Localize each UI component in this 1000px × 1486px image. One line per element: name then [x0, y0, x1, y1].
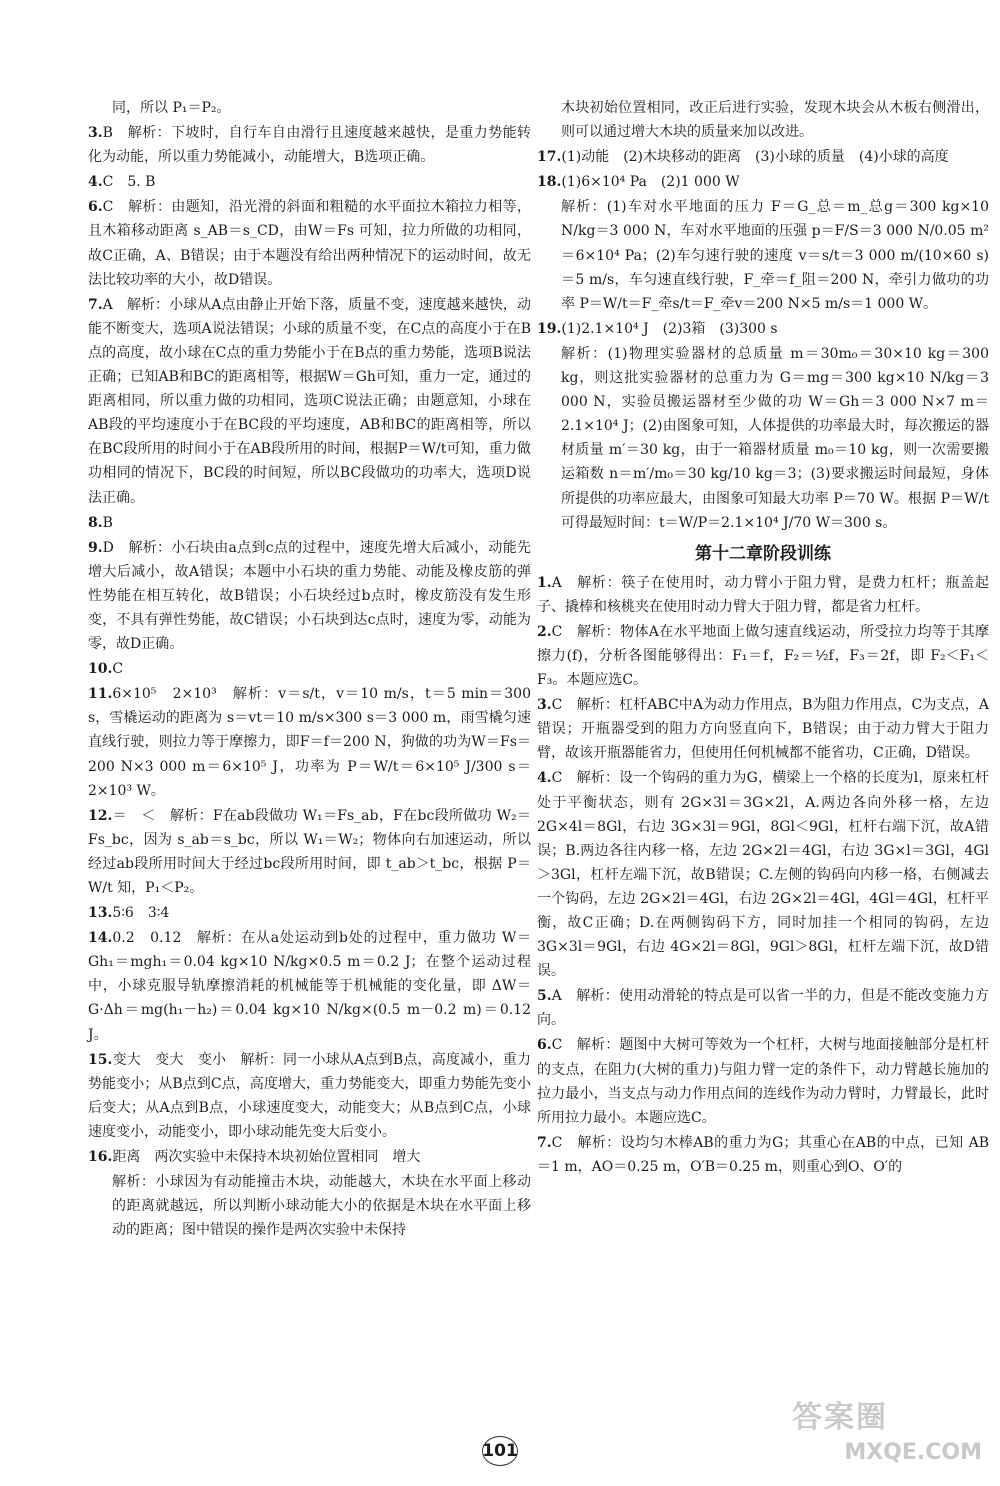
answer-number: 3. [537, 697, 552, 714]
answer-text: 解析：小球因为有动能撞击木块，动能越大，木块在水平面上移动的距离就越远，所以判断小球动能大小的依据是木块在水平面上移动的距离；图中错误的操作是两次实验中未保持 [112, 1174, 531, 1239]
answer-text: (1)动能 (2)木块移动的距离 (3)小球的质量 (4)小球的高度 [561, 149, 949, 166]
section-title: 第十二章阶段训练 [695, 543, 831, 564]
answer-text: B 解析：下坡时，自行车自由滑行且速度越来越快，是重力势能转化为动能，所以重力势能减小，动能增大，B选项正确。 [88, 125, 531, 166]
answer-number: 3. [88, 125, 103, 142]
answer-number: 9. [88, 539, 103, 556]
answer-item [537, 693, 989, 765]
answer-item [88, 195, 531, 291]
watermark-logo: 答案圈 [792, 1400, 888, 1435]
answer-number: 2. [537, 623, 552, 640]
answer-text: C [112, 661, 124, 678]
answer-item [88, 1145, 531, 1169]
answer-item [88, 170, 531, 194]
answer-number: 6. [88, 199, 103, 216]
watermark-site: MXQE.COM [844, 1440, 982, 1465]
answer-item [88, 682, 531, 802]
answer-item [88, 511, 531, 535]
answer-text: 解析：(1)物理实验器材的总质量 m＝30m₀＝30×10 kg＝300 kg，则这批实验器材的总重力为 G＝mg＝300 kg×10 N/kg＝3 000 N，实验员搬运器材至少做的功 W＝Gh＝3 000 N×7 m＝2.1×10⁴ J；(2)由图象可知，人体提供的功率最大时，每次搬运的器材质量 m′＝30 kg，由于一箱器材质量 m₀＝10 kg，则一次需要搬运箱数 n＝m′/m₀＝30 kg/10 kg＝3；(3)要求搬运时间最短，身体所提供的功率应最大，由图象可知最大功率 P＝70 W。根据 P＝W/t 可得最短时间：t＝W/P＝2.1×10⁴ J/70 W＝300 s。 [561, 345, 989, 531]
answer-item [537, 766, 989, 983]
answer-item [537, 342, 989, 535]
answer-item [537, 170, 989, 194]
answer-text: C 解析：题图中大树可等效为一个杠杆，大树与地面接触部分是杠杆的支点，在阻力(大树的重力)与阻力臂一定的条件下，动力臂越长施加的拉力最小，当支点与动力作用点间的连线作为动力臂时，力臂最长，此时所用拉力最小。本题应选C。 [537, 1037, 989, 1126]
answer-number: 1. [537, 574, 552, 591]
answer-item [537, 145, 989, 169]
answer-number: 12. [88, 807, 113, 824]
answer-text: 5∶6 3∶4 [112, 905, 170, 922]
answer-number: 11. [88, 686, 113, 703]
answer-number: 6. [537, 1037, 552, 1054]
answer-number: 7. [537, 1134, 552, 1151]
answer-number: 4. [537, 770, 552, 787]
answer-text: 0.2 0.12 解析：在从a处运动到b处的过程中，重力做功 W＝Gh₁＝mgh₁＝0.04 kg×10 N/kg×0.5 m＝0.2 J；在整个运动过程中，小球克服导轨摩擦消耗的机械能等于机械能的变化量，即 ΔW＝G·Δh＝mg(h₁－h₂)＝0.04 kg×10 N/kg×(0.5 m－0.2 m)＝0.12 J。 [88, 930, 531, 1043]
answer-number: 10. [88, 661, 113, 678]
right-column [537, 96, 989, 1180]
answer-text: D 解析：小石块由a点到c点的过程中，速度先增大后减小，动能先增大后减小，故A错误；本题中小石块的重力势能、动能及橡皮筋的弹性势能在相互转化，故B错误；小石块经过b点时，橡皮筋没有发生形变，不具有弹性势能，故C错误；小石块到达c点时，速度为零，动能为零，故D正确。 [88, 539, 531, 653]
answer-item [88, 804, 531, 900]
right-column-bottom [537, 571, 989, 1179]
answer-text: ＝ ＜ 解析：F在ab段做功 W₁＝Fs_ab，F在bc段所做功 W₂＝Fs_bc，因为 s_ab＝s_bc，所以 W₁＝W₂；物体向右加速运动，所以经过ab段所用时间大于经过bc段所用时间，即 t_ab＞t_bc，根据 P＝W/t 知，P₁＜P₂。 [88, 807, 531, 896]
answer-text: A 解析：小球从A点由静止开始下落，质量不变，速度越来越快，动能不断变大，选项A说法错误；小球的质量不变，在C点的高度小于在B点的高度，故小球在C点的重力势能小于在B点的重力势能，选项B说法正确；已知AB和BC的距离相等，根据W＝Gh可知，重力一定，通过的距离相同，所以重力做的功相同，选项C说法正确；由题意知，小球在AB段的平均速度小于在BC段的平均速度，AB和BC的距离相等，所以在BC段所用的时间小于在AB段所用的时间，根据P＝W/t可知，重力做功相同的情况下，BC段的时间短，所以BC段做功的功率大，选项D说法正确。 [88, 296, 531, 506]
answer-number: 4. [88, 174, 103, 191]
answer-text: C 5. B [102, 174, 156, 191]
answer-text: 6×10⁵ 2×10³ 解析：v＝s/t，v＝10 m/s，t＝5 min＝300 s，雪橇运动的距离为 s＝vt＝10 m/s×300 s＝3 000 m，雨雪橇匀速直线行驶，则拉力等于摩擦力，即F＝f＝200 N，狗做的功为W＝Fs＝200 N×3 000 m＝6×10⁵ J，功率为 P＝W/t＝6×10⁵ J/300 s＝2×10³ W。 [88, 686, 531, 799]
answer-text: 解析：(1)车对水平地面的压力 F＝G_总＝m_总g＝300 kg×10 N/kg＝3 000 N，车对水平地面的压强 p＝F/S＝3 000 N/0.05 m²＝6×10⁴ Pa；(2)车匀速行驶的速度 v＝s/t＝3 000 m/(10×60 s)＝5 m/s，车匀速直线行驶，F_牵＝f_阻＝200 N，牵引力做功的功率 P＝W/t＝F_牵s/t＝F_牵v＝200 N×5 m/s＝1 000 W。 [561, 199, 989, 312]
answer-number: 7. [88, 296, 103, 313]
answer-text: C 解析：杠杆ABC中A为动力作用点，B为阻力作用点，C为支点，A错误；开瓶器受到的阻力方向竖直向下，B错误；由于动力臂大于阻力臂，故该开瓶器能省力，但使用任何机械都不能省功，C正确，D错误。 [537, 697, 989, 762]
answer-number: 18. [537, 174, 562, 191]
answer-item [537, 317, 989, 341]
right-column-top [537, 96, 989, 535]
answer-text: 同，所以 P₁＝P₂。 [112, 100, 231, 116]
answer-item [537, 1033, 989, 1129]
answer-text: B [102, 514, 113, 531]
answer-text: A 解析：筷子在使用时，动力臂小于阻力臂，是费力杠杆；瓶盖起子、撬棒和核桃夹在使用时动力臂大于阻力臂，都是省力杠杆。 [537, 574, 989, 615]
answer-text: 变大 变大 变小 解析：同一小球从A点到B点，高度减小，重力势能变小；从B点到C点，高度增大，重力势能变大，即重力势能先变小后变大；从A点到B点，小球速度变大，动能变大；从B点到C点，小球速度变小，动能变小，即小球动能先变大后变小。 [88, 1051, 531, 1140]
answer-item [88, 926, 531, 1046]
answer-item [88, 1048, 531, 1144]
answer-item [537, 984, 989, 1032]
answer-text: 木块初始位置相同，改正后进行实验，发现木块会从木板右侧滑出，则可以通过增大木块的质量来加以改进。 [561, 100, 989, 141]
answer-number: 13. [88, 905, 113, 922]
answer-text: C 解析：设均匀木棒AB的重力为G；其重心在AB的中点，已知 AB＝1 m，AO＝0.25 m，O′B＝0.25 m，则重心到O、O′的 [537, 1134, 989, 1175]
answer-number: 15. [88, 1051, 113, 1068]
answer-item [88, 901, 531, 925]
answer-item [537, 195, 989, 315]
answer-text: C 解析：物体A在水平地面上做匀速直线运动，所受拉力均等于其摩擦力(f)，分析各图能够得出：F₁＝f，F₂＝½f，F₃＝2f，即 F₂＜F₁＜F₃。本题应选C。 [537, 623, 989, 689]
answer-item [88, 657, 531, 681]
answer-text: 距离 两次实验中未保持木块初始位置相同 增大 [112, 1149, 421, 1166]
answer-number: 14. [88, 930, 113, 947]
answer-item [537, 620, 989, 692]
watermark [792, 1398, 982, 1474]
answer-item [88, 1170, 531, 1242]
answer-number: 5. [537, 988, 552, 1005]
answer-text: C 解析：由题知，沿光滑的斜面和粗糙的水平面拉木箱拉力相等，且木箱移动距离 s_AB＝s_CD，由W＝Fs 可知，拉力所做的功相同，故C正确，A、B错误；由于本题没有给出两种情况下的运动时间，故无法比较功率的大小，故D错误。 [88, 199, 531, 288]
answer-item [88, 96, 531, 120]
answer-number: 16. [88, 1149, 113, 1166]
answer-item [88, 536, 531, 656]
answer-text: C 解析：设一个钩码的重力为G，横梁上一个格的长度为l，原来杠杆处于平衡状态，则有 2G×3l＝3G×2l，A.两边各向外移一格，左边 2G×4l＝8Gl，右边 3G×3l＝9Gl，8Gl＜9Gl，杠杆右端下沉，故A错误；B.两边各往内移一格，左边 2G×2l＝4Gl，右边 3G×l＝3Gl，4Gl＞3Gl，杠杆左端下沉，故B错误；C.左侧的钩码向内移一格，右侧减去一个钩码，左边 2G×2l＝4Gl，右边 2G×2l＝4Gl，4Gl＝4Gl，杠杆平衡，故C正确；D.在两侧钩码下方，同时加挂一个相同的钩码，左边 3G×3l＝9Gl，右边 4G×2l＝8Gl，9Gl＞8Gl，杠杆左端下沉，故D错误。 [537, 770, 989, 980]
answer-text: (1)2.1×10⁴ J (2)3箱 (3)300 s [561, 320, 778, 337]
answer-item [88, 121, 531, 169]
answer-item [88, 293, 531, 510]
answer-item [537, 571, 989, 619]
answer-number: 8. [88, 514, 103, 531]
answer-number: 17. [537, 149, 562, 166]
answer-text: (1)6×10⁴ Pa (2)1 000 W [561, 174, 740, 191]
answer-item [537, 1131, 989, 1179]
answer-text: A 解析：使用动滑轮的特点是可以省一半的力，但是不能改变施力方向。 [537, 988, 989, 1029]
answer-item [537, 96, 989, 144]
left-column [88, 96, 531, 1243]
answer-number: 19. [537, 320, 562, 337]
page-number: 101 [478, 1434, 522, 1468]
